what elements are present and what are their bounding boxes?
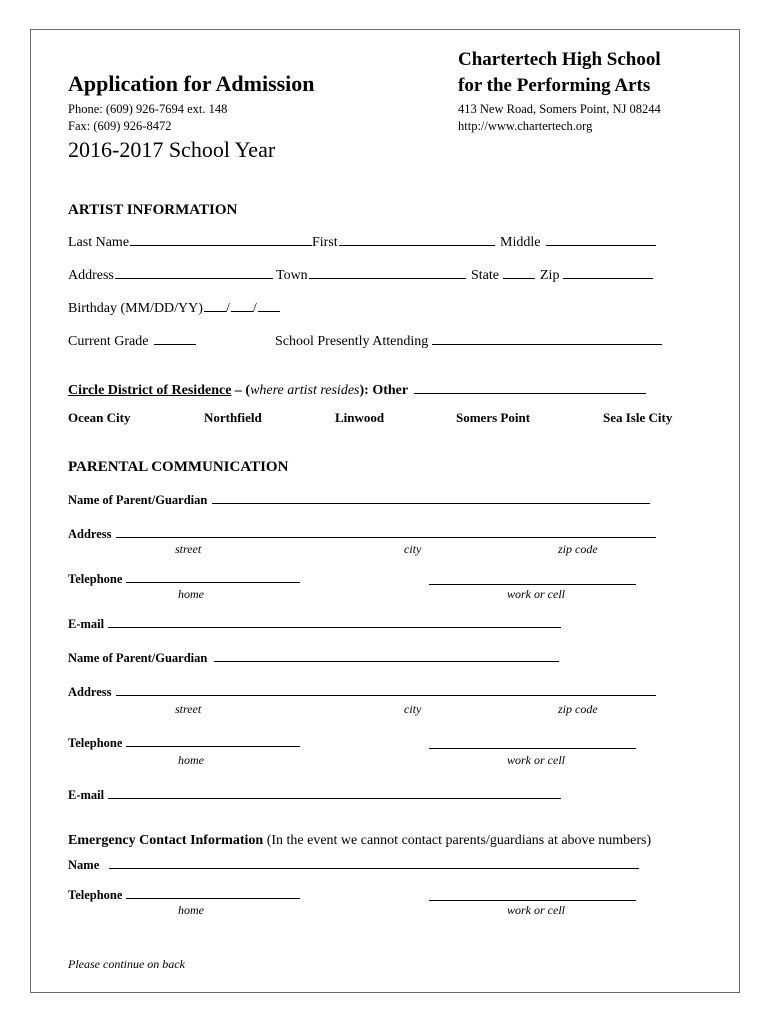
parent1-name-label: Name of Parent/Guardian — [68, 493, 208, 507]
emergency-note: (In the event we cannot contact parents/guardians at above numbers) — [263, 833, 652, 848]
parent2-name-field[interactable] — [214, 660, 559, 662]
school-name-line1: Chartertech High School — [458, 49, 661, 70]
parent2-zip-caption: zip code — [558, 702, 598, 716]
district-option-linwood[interactable]: Linwood — [335, 410, 385, 425]
district-option-sea-isle-city[interactable]: Sea Isle City — [603, 410, 673, 425]
school-attending-field[interactable] — [432, 343, 662, 345]
parental-heading: PARENTAL COMMUNICATION — [68, 459, 289, 475]
fax-text: Fax: (609) 926-8472 — [68, 119, 172, 133]
birthday-separator: / — [225, 301, 230, 316]
parent2-name-label: Name of Parent/Guardian — [68, 651, 208, 665]
parent1-street-caption: street — [175, 542, 202, 556]
address-label: Address — [68, 268, 114, 283]
parent2-email-field[interactable] — [108, 797, 561, 799]
parent1-home-phone-field[interactable] — [126, 581, 300, 583]
town-label: Town — [276, 268, 308, 283]
current-grade-label: Current Grade — [68, 334, 149, 349]
district-paren-open: ( — [245, 383, 251, 398]
parent2-street-caption: street — [175, 702, 202, 716]
school-year: 2016-2017 School Year — [68, 137, 276, 162]
current-grade-field[interactable] — [154, 343, 196, 345]
parent1-email-field[interactable] — [108, 626, 561, 628]
parent2-address-label: Address — [68, 685, 112, 699]
parent1-home-caption: home — [178, 587, 204, 601]
birth-year-field[interactable] — [258, 310, 280, 312]
zip-label: Zip — [540, 268, 560, 283]
phone-text: Phone: (609) 926-7694 ext. 148 — [68, 102, 228, 116]
middle-name-field[interactable] — [546, 244, 656, 246]
parent1-name-field[interactable] — [212, 502, 650, 504]
parent2-email-label: E-mail — [68, 788, 105, 802]
parent2-home-phone-field[interactable] — [126, 745, 300, 747]
artist-info-heading: ARTIST INFORMATION — [68, 202, 238, 218]
parent1-email-label: E-mail — [68, 617, 105, 631]
address-field[interactable] — [115, 277, 273, 279]
emergency-name-field[interactable] — [109, 867, 639, 869]
district-option-ocean-city[interactable]: Ocean City — [68, 410, 131, 425]
emergency-heading: Emergency Contact Information — [68, 833, 264, 848]
parent1-work-phone-field[interactable] — [429, 583, 636, 585]
school-website[interactable]: http://www.chartertech.org — [458, 119, 593, 133]
district-dash: – — [231, 383, 246, 398]
parent2-work-caption: work or cell — [507, 753, 565, 767]
school-name-line2: for the Performing Arts — [458, 75, 651, 96]
town-field[interactable] — [309, 277, 466, 279]
zip-field[interactable] — [563, 277, 653, 279]
last-name-field[interactable] — [130, 244, 312, 246]
birth-month-field[interactable] — [204, 310, 226, 312]
parent2-telephone-label: Telephone — [68, 736, 123, 750]
school-address: 413 New Road, Somers Point, NJ 08244 — [458, 102, 661, 116]
emergency-work-caption: work or cell — [507, 903, 565, 917]
first-name-field[interactable] — [339, 244, 495, 246]
district-other-field[interactable] — [414, 392, 646, 394]
middle-name-label: Middle — [500, 235, 541, 250]
emergency-home-phone-field[interactable] — [126, 897, 300, 899]
birth-day-field[interactable] — [231, 310, 253, 312]
district-label: Circle District of Residence — [68, 383, 232, 398]
birthday-separator: / — [252, 301, 257, 316]
district-option-somers-point[interactable]: Somers Point — [456, 410, 531, 425]
district-other-label: Other — [368, 383, 409, 398]
parent1-work-caption: work or cell — [507, 587, 565, 601]
parent1-address-field[interactable] — [116, 536, 656, 538]
continue-note: Please continue on back — [68, 957, 185, 971]
parent1-zip-caption: zip code — [558, 542, 598, 556]
parent1-address-label: Address — [68, 527, 112, 541]
parent2-address-field[interactable] — [116, 694, 656, 696]
parent2-home-caption: home — [178, 753, 204, 767]
parent2-city-caption: city — [404, 702, 422, 716]
emergency-home-caption: home — [178, 903, 204, 917]
last-name-label: Last Name — [68, 235, 130, 250]
emergency-work-phone-field[interactable] — [429, 899, 636, 901]
district-option-northfield[interactable]: Northfield — [204, 410, 262, 425]
emergency-name-label: Name — [68, 858, 100, 872]
birthday-label: Birthday (MM/DD/YY) — [68, 301, 203, 316]
emergency-telephone-label: Telephone — [68, 888, 123, 902]
parent1-city-caption: city — [404, 542, 422, 556]
state-label: State — [471, 268, 499, 283]
district-paren-close: ): — [359, 383, 369, 398]
parent2-work-phone-field[interactable] — [429, 747, 636, 749]
district-where: where artist resides — [250, 383, 360, 398]
parent1-telephone-label: Telephone — [68, 572, 123, 586]
form-title: Application for Admission — [68, 71, 315, 96]
school-attending-label: School Presently Attending — [275, 334, 429, 349]
first-name-label: First — [312, 235, 338, 250]
state-field[interactable] — [503, 277, 535, 279]
